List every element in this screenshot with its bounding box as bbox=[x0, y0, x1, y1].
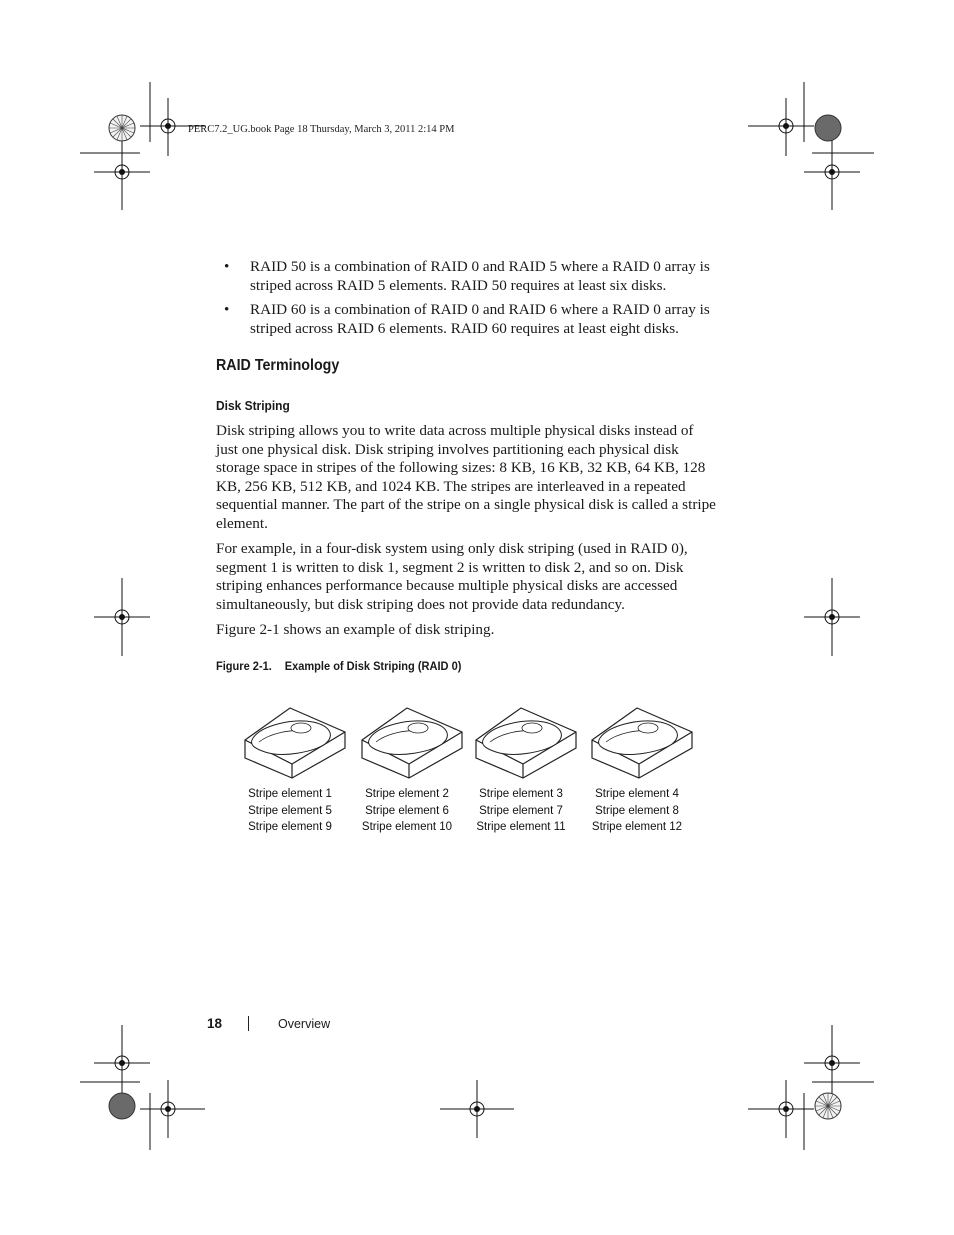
disk-1 bbox=[235, 702, 355, 836]
footer-divider bbox=[248, 1016, 249, 1031]
bullet-icon: • bbox=[224, 258, 230, 275]
hard-disk-icon bbox=[590, 702, 694, 780]
stripe-element: Stripe element 12 bbox=[591, 821, 683, 834]
stripe-element: Stripe element 8 bbox=[595, 804, 679, 817]
disk-4 bbox=[582, 702, 702, 836]
paragraph-disk-striping: Disk striping allows you to write data across multiple physical disks instead of just one physical disk. Disk striping involves partitioning each physical disk storage space in stripes of the following sizes: 8 KB, 16 KB, 32 KB, 64 KB, 128 KB, 256 KB, 512 KB, and 1024 KB. The stripes are interleaved in a repeated sequential manner. The part of the stripe on a single physical disk is called a stripe element. bbox=[216, 422, 716, 532]
stripe-element: Stripe element 5 bbox=[248, 804, 332, 817]
footer-section-title: Overview bbox=[278, 1017, 331, 1031]
bullet-raid-50 bbox=[216, 258, 716, 295]
disk-2 bbox=[352, 702, 472, 836]
page-number: 18 bbox=[207, 1016, 223, 1031]
bullet-text: RAID 50 is a combination of RAID 0 and RAID 5 where a RAID 0 array is striped across RAID 5 elements. RAID 50 requires at least six disks. bbox=[250, 258, 710, 294]
paragraph-figure-reference: Figure 2-1 shows an example of disk striping. bbox=[216, 621, 495, 638]
stripe-element: Stripe element 4 bbox=[595, 788, 679, 800]
stripe-element: Stripe element 10 bbox=[361, 821, 453, 834]
figure-title: Example of Disk Striping (RAID 0) bbox=[284, 659, 462, 673]
figure-number: Figure 2-1. bbox=[216, 659, 272, 673]
section-heading: RAID Terminology bbox=[216, 357, 340, 374]
hard-disk-icon bbox=[474, 702, 578, 780]
bullet-raid-60 bbox=[216, 301, 716, 338]
stripe-element: Stripe element 6 bbox=[365, 804, 449, 817]
hard-disk-icon bbox=[243, 702, 347, 780]
stripe-element: Stripe element 1 bbox=[248, 788, 332, 800]
stripe-element: Stripe element 9 bbox=[248, 821, 332, 834]
print-slug-line: PERC7.2_UG.book Page 18 Thursday, March 3, 2011 2:14 PM bbox=[188, 124, 455, 135]
stripe-element: Stripe element 7 bbox=[479, 804, 563, 817]
hard-disk-icon bbox=[360, 702, 464, 780]
subheading: Disk Striping bbox=[216, 398, 290, 413]
figure-caption bbox=[216, 659, 461, 673]
stripe-element: Stripe element 11 bbox=[476, 821, 566, 834]
bullet-icon: • bbox=[224, 301, 230, 319]
paragraph-example: For example, in a four-disk system using only disk striping (used in RAID 0), segment 1 is written to disk 1, segment 2 is written to disk 2, and so on. Disk striping enhances performance because multiple physical disks are accessed simultaneously, but disk striping does not provide data redundancy. bbox=[216, 540, 688, 613]
stripe-element: Stripe element 3 bbox=[479, 788, 563, 800]
disk-3 bbox=[466, 702, 586, 836]
bullet-text: RAID 60 is a combination of RAID 0 and RAID 6 where a RAID 0 array is striped across RAID 6 elements. RAID 60 requires at least eight disks. bbox=[250, 301, 710, 337]
stripe-element: Stripe element 2 bbox=[365, 788, 449, 800]
raid-bullet-list bbox=[216, 258, 716, 344]
